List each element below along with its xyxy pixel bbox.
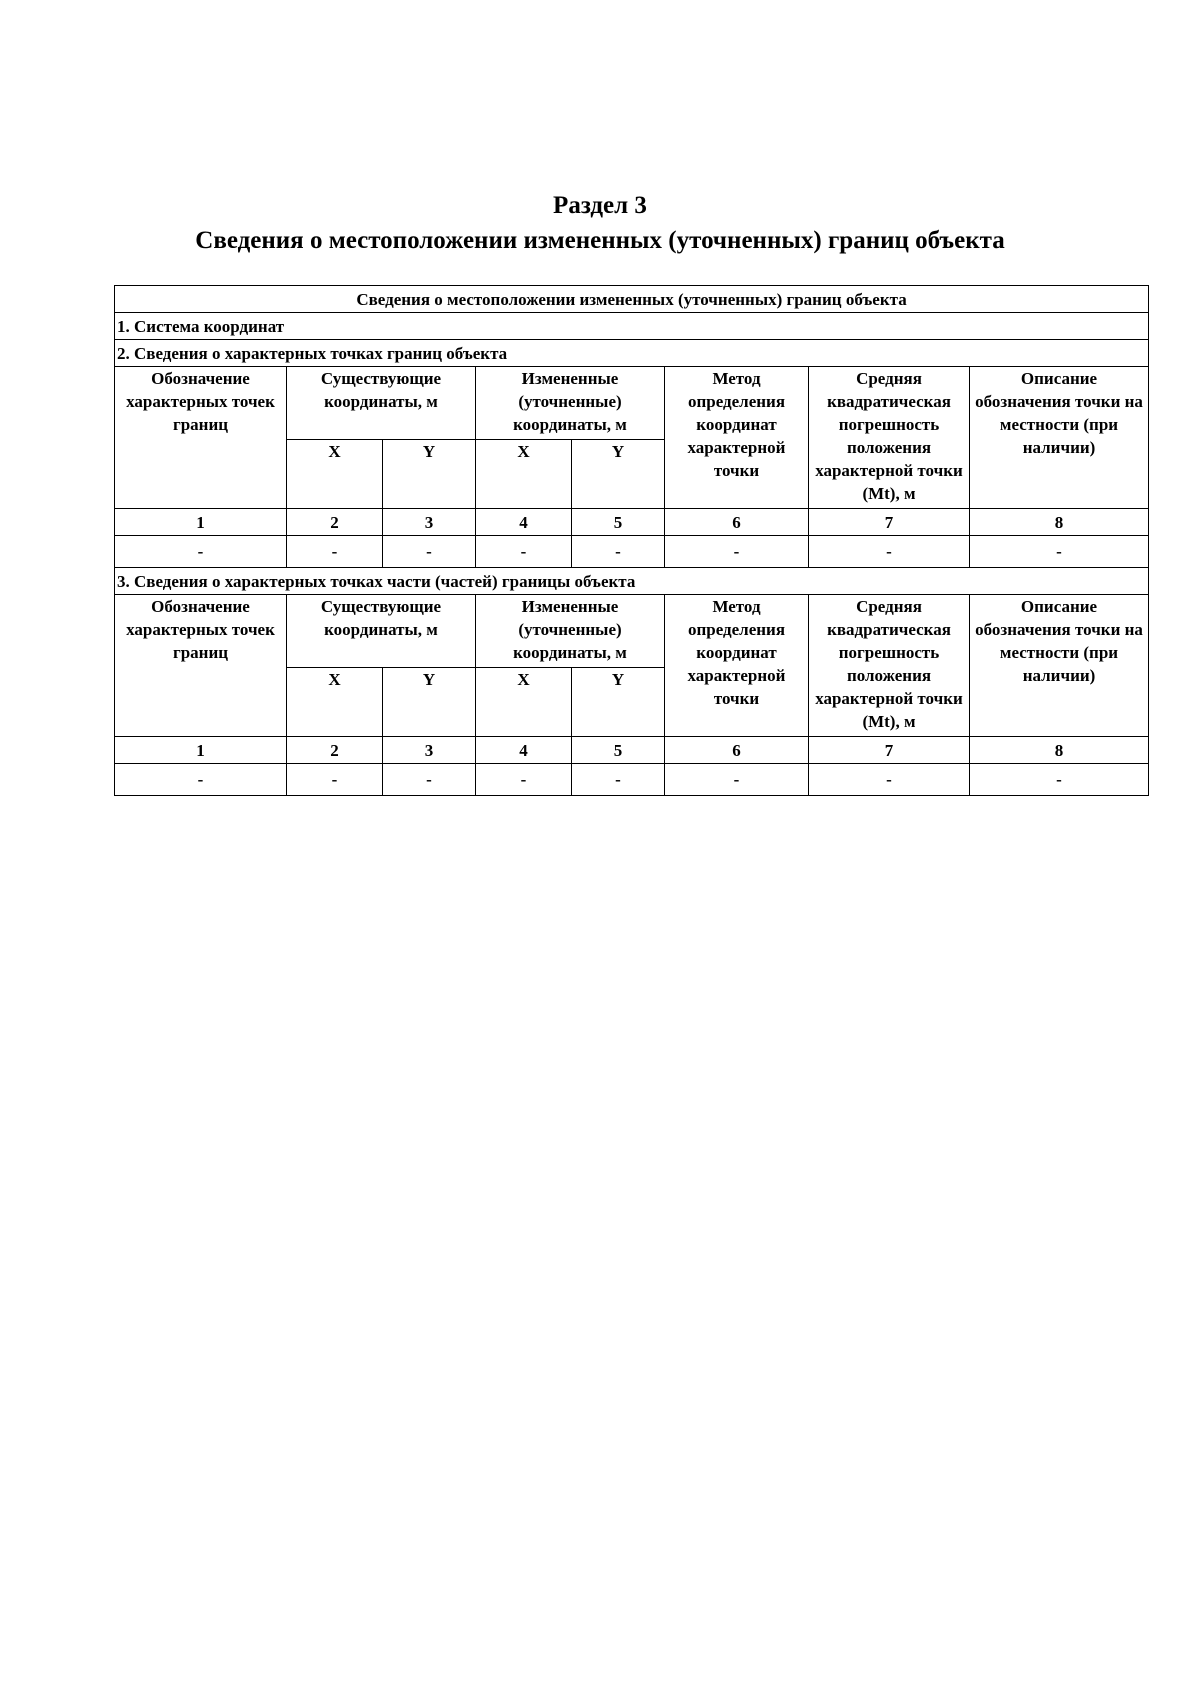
header-description: Описание обозначения точки на местности (при наличии) [970, 595, 1149, 737]
header-changed-coords: Измененные (уточненные) координаты, м [476, 367, 665, 440]
table-cell: - [970, 764, 1149, 796]
table-cell: - [572, 536, 665, 568]
table-cell: - [572, 764, 665, 796]
column-number: 3 [383, 737, 476, 764]
header-error: Средняя квадратическая погрешность положения характерной точки (Mt), м [809, 595, 970, 737]
header-error: Средняя квадратическая погрешность положения характерной точки (Mt), м [809, 367, 970, 509]
table-cell: - [809, 764, 970, 796]
column-number: 1 [115, 509, 287, 536]
column-number: 7 [809, 737, 970, 764]
table-cell: - [287, 764, 383, 796]
table-cell: - [476, 536, 572, 568]
header-existing-coords: Существующие координаты, м [287, 595, 476, 668]
table-row [115, 764, 1149, 796]
header-method: Метод определения координат характерной точки [665, 595, 809, 737]
section-title: Сведения о местоположении измененных (уточненных) границ объекта [195, 227, 1005, 254]
column-number: 5 [572, 737, 665, 764]
column-number: 4 [476, 509, 572, 536]
table-row [115, 536, 1149, 568]
table-cell: - [383, 764, 476, 796]
header-existing-y: Y [383, 440, 476, 509]
column-number: 4 [476, 737, 572, 764]
section-label: Раздел 3 [553, 192, 647, 219]
header-description: Описание обозначения точки на местности (при наличии) [970, 367, 1149, 509]
header-changed-x: X [476, 440, 572, 509]
column-number: 2 [287, 737, 383, 764]
header-changed-y: Y [572, 440, 665, 509]
table-cell: - [665, 536, 809, 568]
column-number: 2 [287, 509, 383, 536]
header-point-designation: Обозначение характерных точек границ [115, 595, 287, 737]
column-number: 8 [970, 509, 1149, 536]
column-number: 5 [572, 509, 665, 536]
table-title: Сведения о местоположении измененных (уточненных) границ объекта [115, 286, 1149, 313]
table-cell: - [383, 536, 476, 568]
header-changed-y: Y [572, 668, 665, 737]
column-number: 7 [809, 509, 970, 536]
header-existing-x: X [287, 440, 383, 509]
table-cell: - [809, 536, 970, 568]
table-cell: - [287, 536, 383, 568]
header-existing-x: X [287, 668, 383, 737]
column-number: 3 [383, 509, 476, 536]
column-number: 8 [970, 737, 1149, 764]
table-cell: - [115, 764, 287, 796]
boundaries-table [114, 285, 1149, 796]
column-number: 6 [665, 737, 809, 764]
header-existing-y: Y [383, 668, 476, 737]
table-cell: - [476, 764, 572, 796]
header-changed-coords: Измененные (уточненные) координаты, м [476, 595, 665, 668]
table-cell: - [970, 536, 1149, 568]
coordinate-system-label: 1. Система координат [115, 313, 1149, 340]
header-point-designation: Обозначение характерных точек границ [115, 367, 287, 509]
column-number: 6 [665, 509, 809, 536]
column-number: 1 [115, 737, 287, 764]
table-cell: - [665, 764, 809, 796]
block1-label: 2. Сведения о характерных точках границ объекта [115, 340, 1149, 367]
header-existing-coords: Существующие координаты, м [287, 367, 476, 440]
table-cell: - [115, 536, 287, 568]
header-method: Метод определения координат характерной точки [665, 367, 809, 509]
header-changed-x: X [476, 668, 572, 737]
block2-label: 3. Сведения о характерных точках части (частей) границы объекта [115, 568, 1149, 595]
